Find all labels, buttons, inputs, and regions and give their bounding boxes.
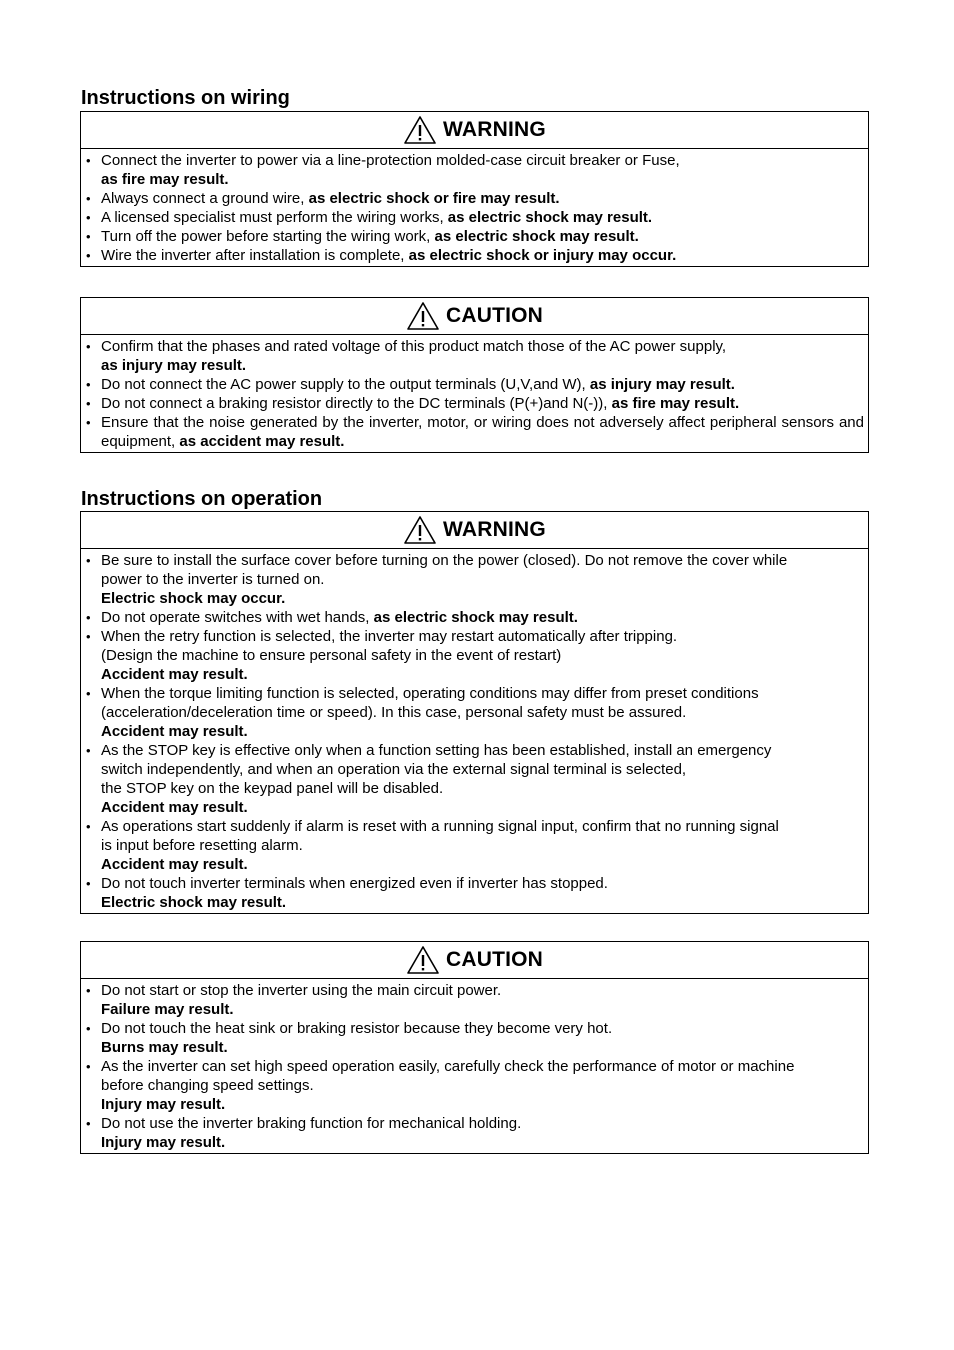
wiring-section-title: Instructions on wiring <box>81 87 290 109</box>
operation-warning-list <box>81 549 868 913</box>
wiring-section-title-wrap <box>80 86 290 110</box>
operation-section-title-wrap <box>80 487 322 511</box>
list-item: • Turn off the power before starting the wiring work, as electric shock may result. <box>81 227 864 246</box>
wiring-caution-box <box>80 297 869 453</box>
list-item: • Confirm that the phases and rated voltage of this product match those of the AC power supply, as injury may result. <box>81 337 864 375</box>
operation-warning-box <box>80 511 869 914</box>
warning-triangle-icon <box>403 115 437 145</box>
list-item: • Ensure that the noise generated by the inverter, motor, or wiring does not adversely affect peripheral sensors and equipment, as accident may result. <box>81 413 864 451</box>
wiring-warning-header <box>81 112 868 149</box>
list-item: • Do not touch the heat sink or braking resistor because they become very hot. Burns may result. <box>81 1019 864 1057</box>
operation-caution-list <box>81 979 868 1153</box>
operation-caution-box <box>80 941 869 1154</box>
operation-warning-header <box>81 512 868 549</box>
list-item: • A licensed specialist must perform the wiring works, as electric shock may result. <box>81 208 864 227</box>
list-item: • Wire the inverter after installation is complete, as electric shock or injury may occur. <box>81 246 864 265</box>
list-item: • As the STOP key is effective only when a function setting has been established, install an emergency switch independently, and when an operation via the external signal terminal is selected, the STOP key on the keypad panel will be disabled. Accident may result. <box>81 741 864 817</box>
warning-triangle-icon <box>403 515 437 545</box>
wiring-warning-box <box>80 111 869 267</box>
warning-triangle-icon <box>406 945 440 975</box>
operation-warning-label: WARNING <box>443 518 546 541</box>
warning-triangle-icon <box>406 301 440 331</box>
operation-caution-label: CAUTION <box>445 948 544 971</box>
wiring-caution-list <box>81 335 868 452</box>
operation-caution-header <box>81 942 868 979</box>
wiring-caution-label: CAUTION <box>445 304 544 327</box>
list-item: • As the inverter can set high speed operation easily, carefully check the performance of motor or machine before changing speed settings. Injury may result. <box>81 1057 864 1114</box>
list-item: • When the torque limiting function is selected, operating conditions may differ from preset conditions (acceleration/deceleration time or speed). In this case, personal safety must be assured. Accident may result. <box>81 684 864 741</box>
list-item: • Do not connect a braking resistor directly to the DC terminals (P(+)and N(-)), as fire may result. <box>81 394 864 413</box>
wiring-warning-list <box>81 149 868 266</box>
operation-section-title: Instructions on operation <box>81 488 323 510</box>
wiring-warning-label: WARNING <box>443 118 546 141</box>
list-item: • When the retry function is selected, the inverter may restart automatically after tripping. (Design the machine to ensure personal safety in the event of restart) Accident may result. <box>81 627 864 684</box>
list-item: • Always connect a ground wire, as electric shock or fire may result. <box>81 189 864 208</box>
list-item: • Be sure to install the surface cover before turning on the power (closed). Do not remove the cover while power to the inverter is turned on. Electric shock may occur. <box>81 551 864 608</box>
list-item: • Do not operate switches with wet hands, as electric shock may result. <box>81 608 864 627</box>
list-item: • Connect the inverter to power via a line-protection molded-case circuit breaker or Fuse, as fire may result. <box>81 151 864 189</box>
list-item: • Do not connect the AC power supply to the output terminals (U,V,and W), as injury may result. <box>81 375 864 394</box>
list-item: • Do not use the inverter braking function for mechanical holding. Injury may result. <box>81 1114 864 1152</box>
list-item: • Do not start or stop the inverter using the main circuit power. Failure may result. <box>81 981 864 1019</box>
list-item: • Do not touch inverter terminals when energized even if inverter has stopped. Electric shock may result. <box>81 874 864 912</box>
wiring-caution-header <box>81 298 868 335</box>
list-item: • As operations start suddenly if alarm is reset with a running signal input, confirm that no running signal is input before resetting alarm. Accident may result. <box>81 817 864 874</box>
